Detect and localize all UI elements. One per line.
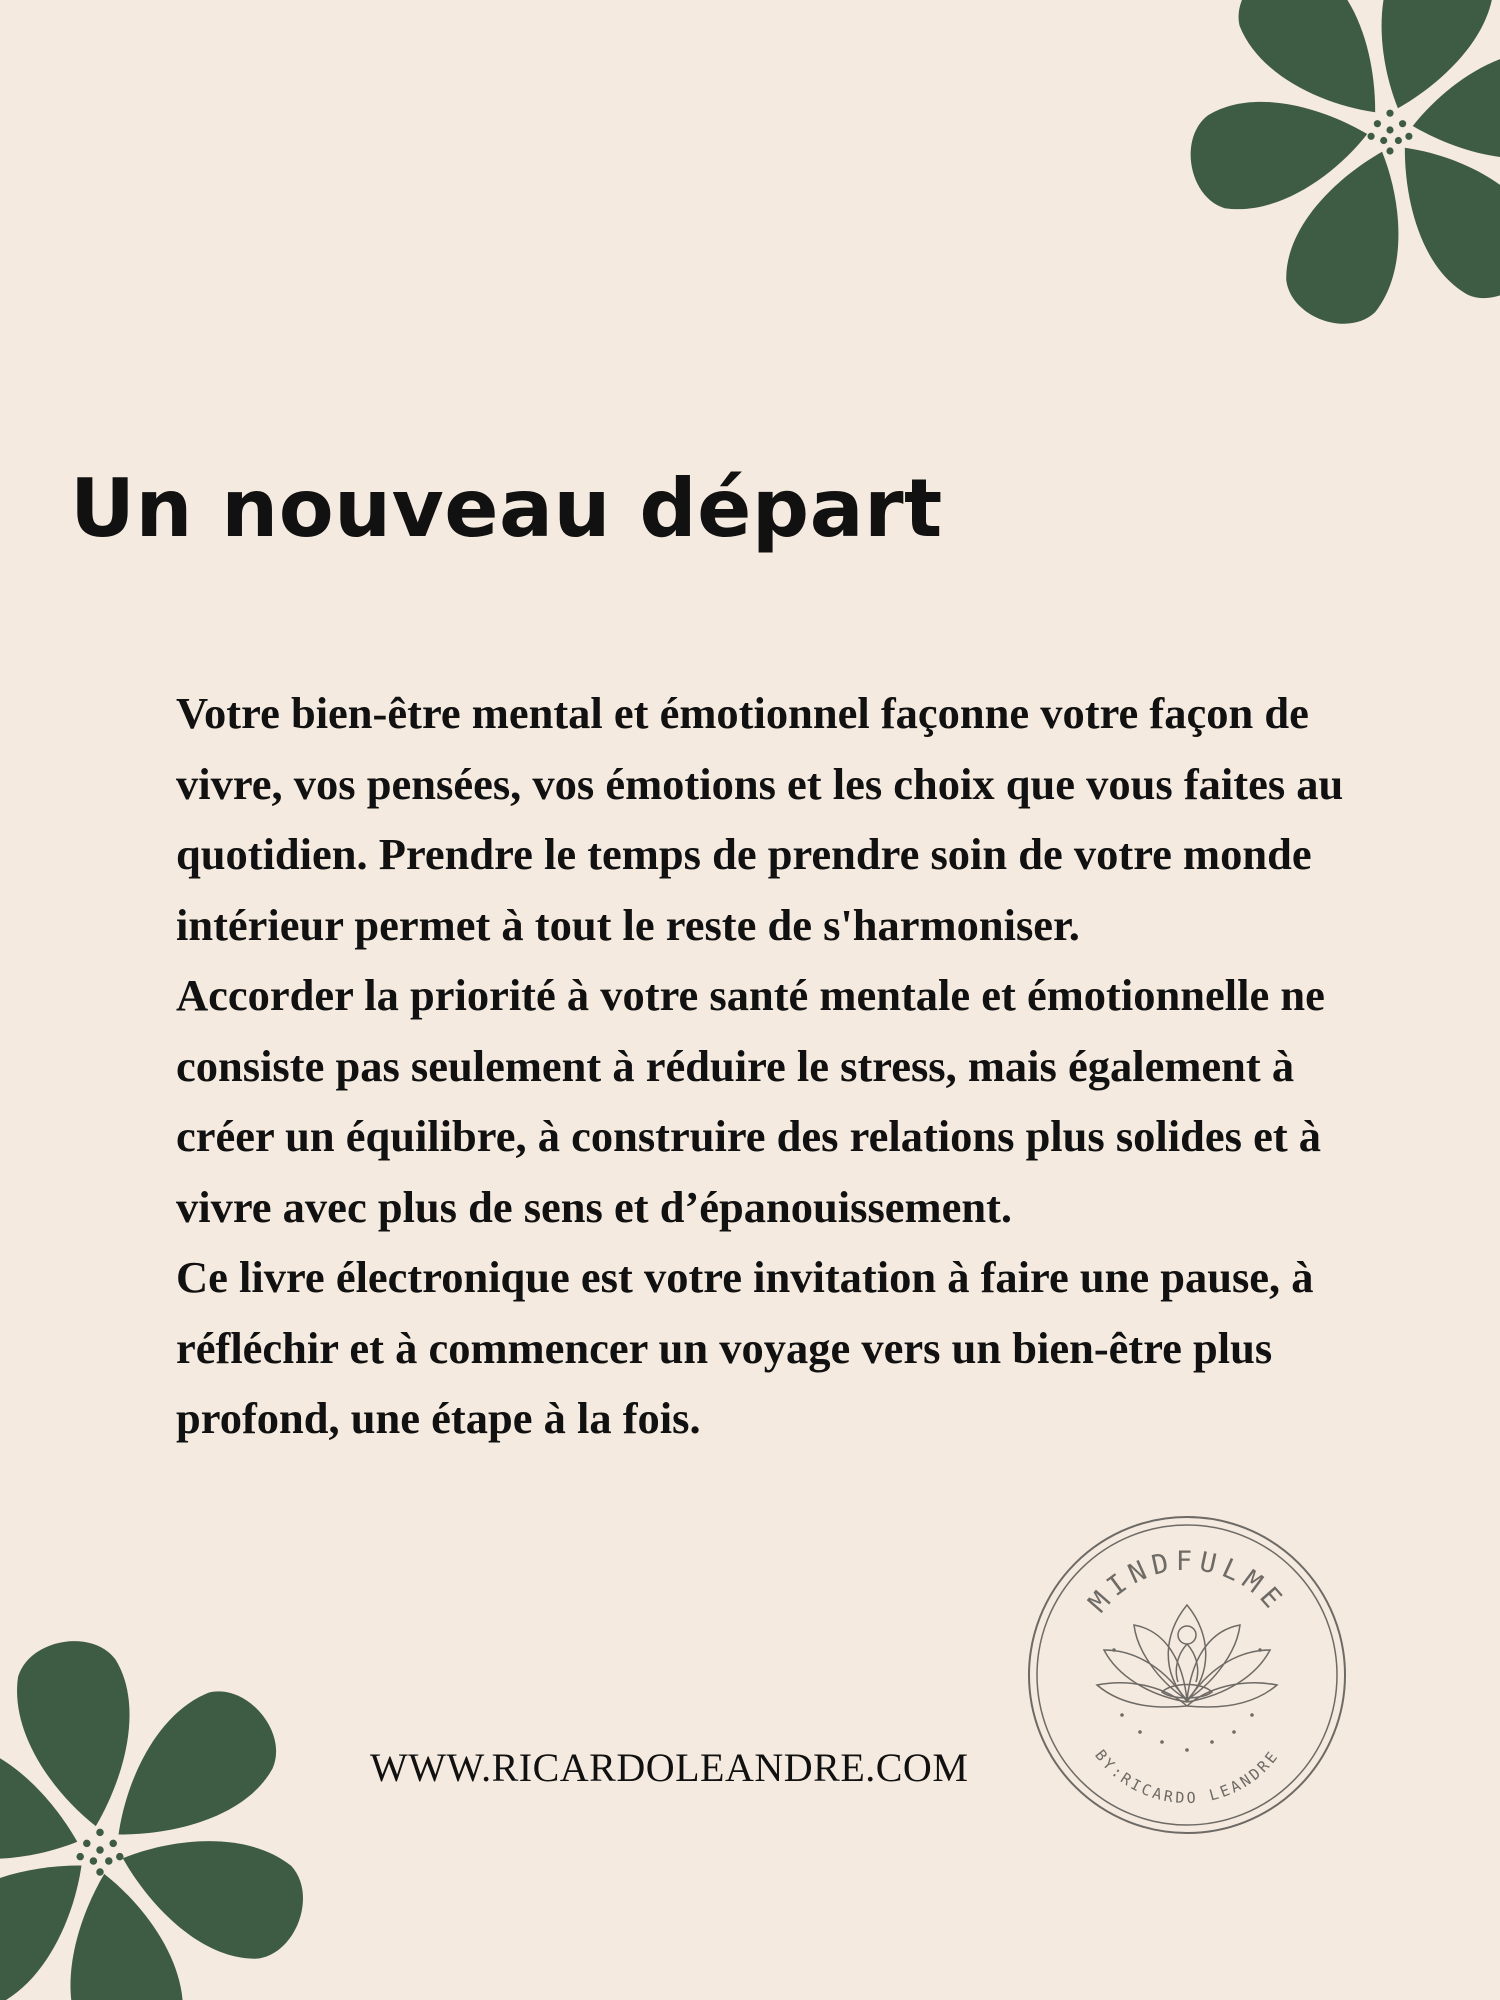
mindfulme-stamp-logo [1022, 1510, 1352, 1840]
lotus-meditation-icon [1097, 1605, 1277, 1707]
page-title: Un nouveau départ [70, 462, 943, 555]
flower-icon [1180, 0, 1500, 340]
paragraph: Votre bien-être mental et émotionnel façonne votre façon de vivre, vos pensées, vos émotions et les choix que vous faites au quotidien. Prendre le temps de prendre soin de votre monde intérieur permet à tout le reste de s'harmoniser. [176, 688, 1344, 950]
stamp-bottom-text: BY:RICARDO LEANDRE [1091, 1746, 1283, 1808]
stamp-top-text: MINDFULME [1082, 1546, 1292, 1619]
flower-icon [0, 1630, 320, 2000]
body-text [176, 678, 1356, 1454]
svg-text:BY:RICARDO LEANDRE [1091, 1746, 1283, 1807]
paragraph: Ce livre électronique est votre invitation à faire une pause, à réfléchir et à commencer un voyage vers un bien-être plus profond, une étape à la fois. [176, 1252, 1314, 1443]
website-url: WWW.RICARDOLEANDRE.COM [370, 1745, 969, 1790]
paragraph: Accorder la priorité à votre santé mentale et émotionnelle ne consiste pas seulement à réduire le stress, mais également à créer un équilibre, à construire des relations plus solides et à vivre avec plus de sens et d’épanouissement. [176, 970, 1325, 1232]
svg-text:MINDFULME [1083, 1546, 1291, 1619]
